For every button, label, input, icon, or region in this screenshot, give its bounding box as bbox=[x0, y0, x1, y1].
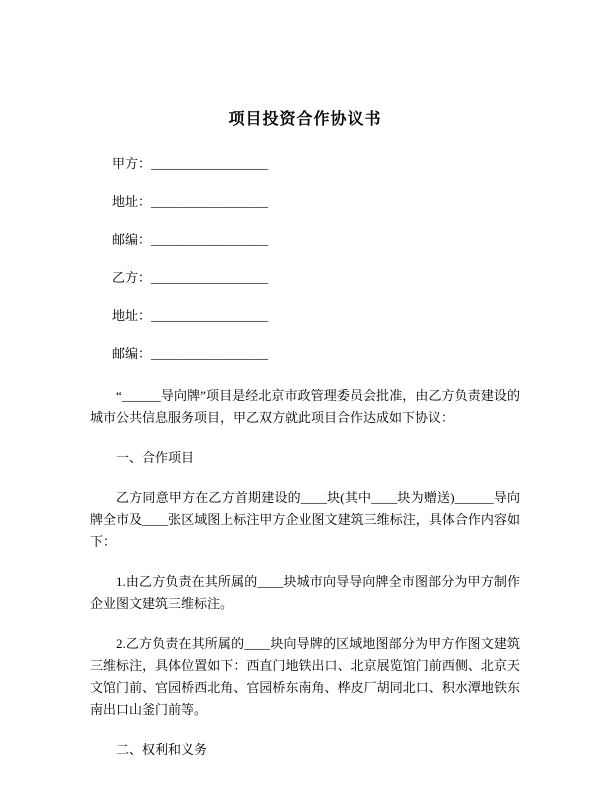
document-body bbox=[90, 385, 520, 761]
party-b-address-blank: __________________ bbox=[151, 308, 269, 323]
party-a-address-label: 地址： bbox=[112, 194, 152, 209]
party-b-postcode-field bbox=[90, 347, 520, 360]
clause-1-paragraph: 1.由乙方负责在其所属的____块城市向导导向牌全市图部分为甲方制作企业图文建筑三维标注。 bbox=[90, 574, 520, 611]
party-a-address-blank: __________________ bbox=[151, 194, 269, 209]
party-b-label: 乙方： bbox=[112, 270, 152, 285]
clause-2-paragraph: 2.乙方负责在其所属的____块向导牌的区域地图部分为甲方作图文建筑三维标注，具体位置如下：西直门地铁出口、北京展览馆门前西侧、北京天文馆门前、官园桥西北角、官园桥东南角、桦皮厂胡同北口、积水潭地铁东南出口山釜门前等。 bbox=[90, 636, 520, 717]
party-b-field bbox=[90, 271, 520, 284]
party-b-address-field bbox=[90, 309, 520, 322]
party-a-postcode-label: 邮编： bbox=[112, 232, 152, 247]
party-a-postcode-field bbox=[90, 233, 520, 246]
section-2-heading: 二、权利和义务 bbox=[116, 742, 208, 757]
party-a-field bbox=[90, 157, 520, 170]
party-b-address-label: 地址： bbox=[112, 308, 152, 323]
party-info-fields bbox=[90, 157, 520, 360]
party-b-postcode-label: 邮编： bbox=[112, 346, 152, 361]
party-b-postcode-blank: __________________ bbox=[151, 346, 269, 361]
section-1-intro-paragraph: 乙方同意甲方在乙方首期建设的____块(其中____块为赠送)______导向牌全市及____张区域图上标注甲方企业图文建筑三维标注，具体合作内容如下： bbox=[90, 490, 520, 549]
document-title: 项目投资合作协议书 bbox=[228, 111, 382, 128]
party-a-address-field bbox=[90, 195, 520, 208]
party-b-blank: __________________ bbox=[151, 270, 269, 285]
intro-paragraph: “______导向牌”项目是经北京市政管理委员会批准，由乙方负责建设的城市公共信息服务项目，甲乙双方就此项目合作达成如下协议： bbox=[90, 388, 520, 425]
party-a-blank: __________________ bbox=[151, 156, 269, 171]
section-1-heading: 一、合作项目 bbox=[116, 450, 195, 465]
party-a-label: 甲方： bbox=[112, 156, 152, 171]
party-a-postcode-blank: __________________ bbox=[151, 232, 269, 247]
